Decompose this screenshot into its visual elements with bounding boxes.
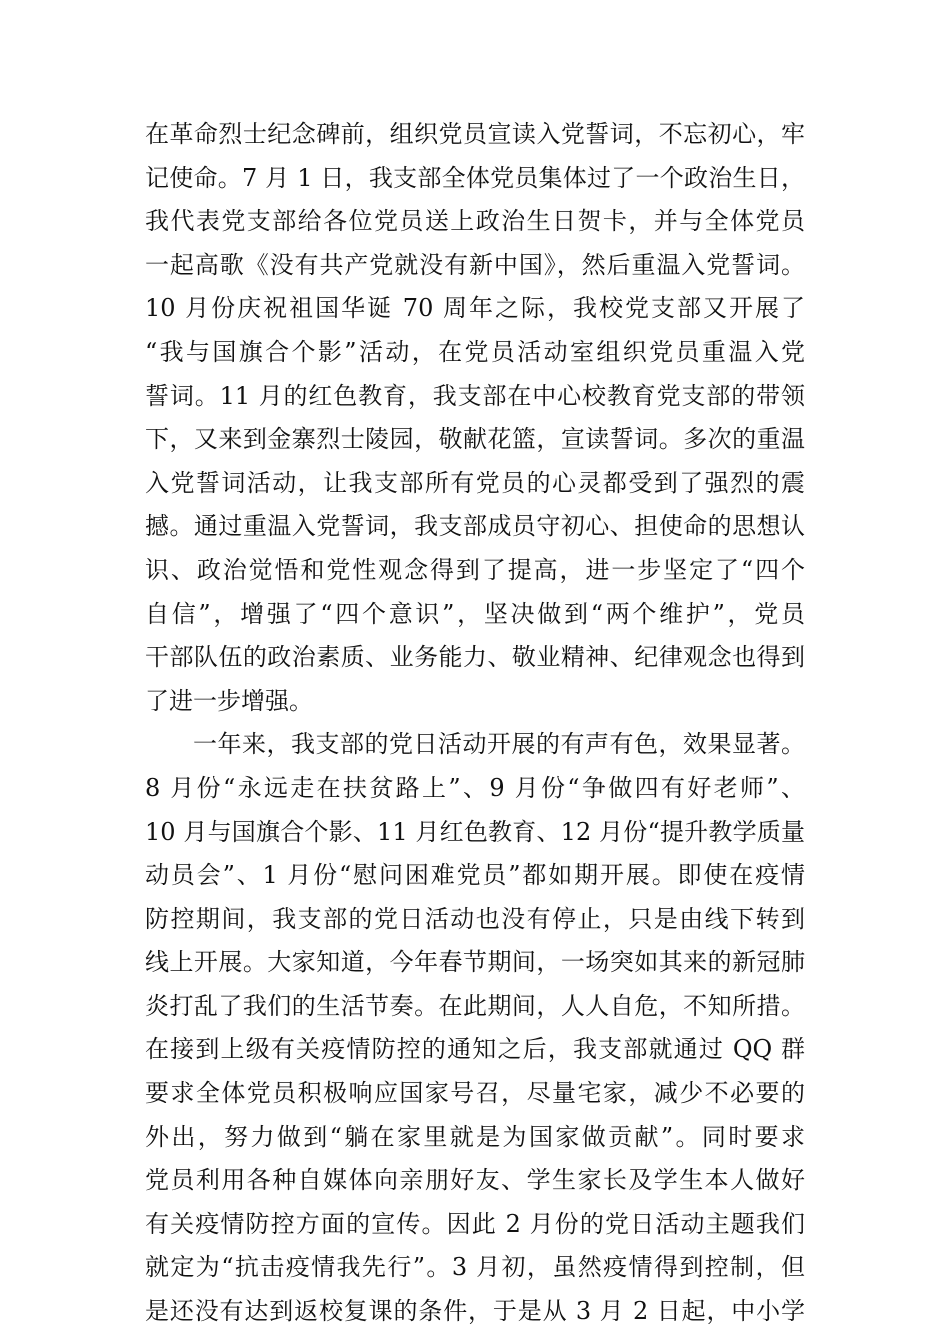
paragraph-2-line: 外出，努力做到“躺在家里就是为国家做贡献”。同时要求 [145,1122,805,1151]
paragraph-2-line: 炎打乱了我们的生活节奏。在此期间，人人自危，不知所措。 [145,991,805,1020]
paragraph-1-line: 下，又来到金寨烈士陵园，敬献花篮，宣读誓词。多次的重温 [145,425,805,454]
paragraph-1-line: 入党誓词活动，让我支部所有党员的心灵都受到了强烈的震 [145,468,805,497]
paragraph-1-line: 记使命。7 月 1 日，我支部全体党员集体过了一个政治生日， [145,163,805,192]
paragraph-1-line: 了进一步增强。 [145,686,313,715]
paragraph-1-line: 撼。通过重温入党誓词，我支部成员守初心、担使命的思想认 [145,512,805,541]
paragraph-1-line: 自信”，增强了“四个意识”，坚决做到“两个维护”，党员 [145,599,805,628]
paragraph-2-line: 在接到上级有关疫情防控的通知之后，我支部就通过 QQ 群 [145,1035,805,1064]
paragraph-2-line: 就定为“抗击疫情我先行”。3 月初，虽然疫情得到控制，但 [145,1253,805,1282]
paragraph-2-line: 动员会”、1 月份“慰问困难党员”都如期开展。即使在疫情 [145,861,805,890]
paragraph-2-line: 防控期间，我支部的党日活动也没有停止，只是由线下转到 [145,904,805,933]
paragraph-2-line: 是还没有达到返校复课的条件，于是从 3 月 2 日起，中小学 [145,1297,805,1326]
paragraph-2-line: 8 月份“永远走在扶贫路上”、9 月份“争做四有好老师”、 [145,773,805,802]
paragraph-1-line: “我与国旗合个影”活动，在党员活动室组织党员重温入党 [145,337,805,366]
paragraph-2-line: 有关疫情防控方面的宣传。因此 2 月份的党日活动主题我们 [145,1209,805,1238]
paragraph-2-line: 线上开展。大家知道，今年春节期间，一场突如其来的新冠肺 [145,948,805,977]
paragraph-2 [145,723,805,1333]
paragraph-1-line: 一起高歌《没有共产党就没有新中国》，然后重温入党誓词。 [145,250,805,279]
paragraph-2-line: 党员利用各种自媒体向亲朋好友、学生家长及学生本人做好 [145,1166,805,1195]
paragraph-1-line: 识、政治觉悟和党性观念得到了提高，进一步坚定了“四个 [145,555,805,584]
paragraph-2-line: 一年来，我支部的党日活动开展的有声有色，效果显著。 [193,730,805,759]
paragraph-1-line: 在革命烈士纪念碑前，组织党员宣读入党誓词，不忘初心，牢 [145,120,805,148]
paragraph-1 [145,113,805,723]
paragraph-1-line: 誓词。11 月的红色教育，我支部在中心校教育党支部的带领 [145,381,805,410]
paragraph-2-line: 要求全体党员积极响应国家号召，尽量宅家，减少不必要的 [145,1079,805,1108]
paragraph-1-line: 干部队伍的政治素质、业务能力、敬业精神、纪律观念也得到 [145,643,805,672]
paragraph-1-line: 我代表党支部给各位党员送上政治生日贺卡，并与全体党员 [145,207,805,236]
document-body [145,113,805,1334]
paragraph-1-line: 10 月份庆祝祖国华诞 70 周年之际，我校党支部又开展了 [145,294,805,323]
paragraph-2-line: 10 月与国旗合个影、11 月红色教育、12 月份“提升教学质量 [145,817,805,846]
